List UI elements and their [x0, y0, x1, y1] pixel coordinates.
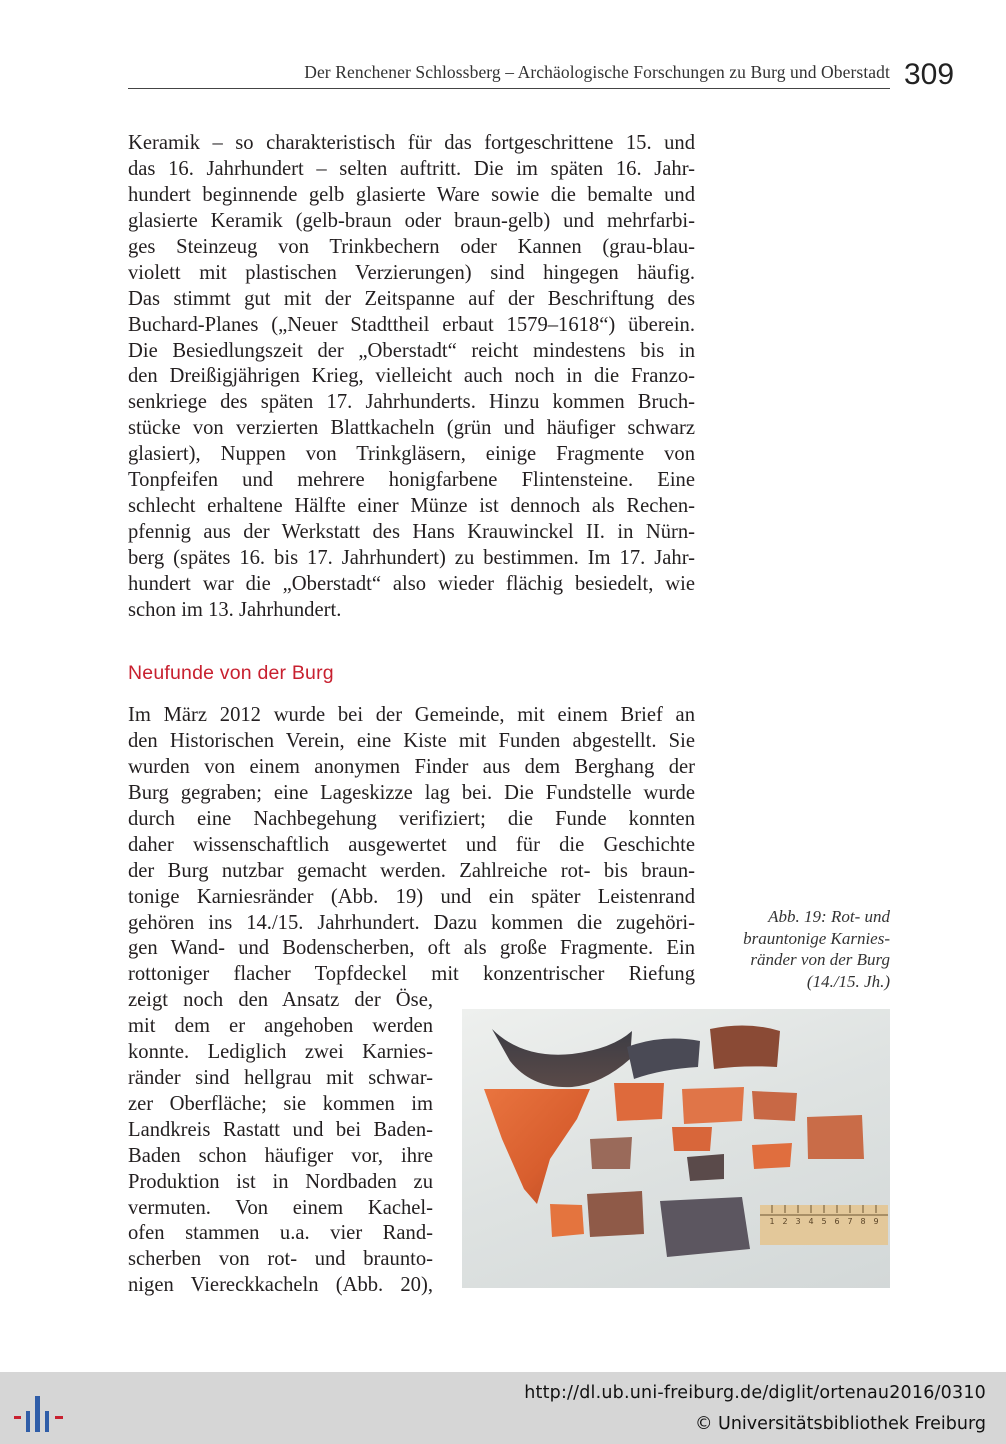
text-line: Buchard-Planes („Neuer Stadttheil erbaut 1579–1618“) überein. [128, 313, 695, 336]
text-line: senkriege des späten 17. Jahrhunderts. Hinzu kommen Bruch- [128, 391, 695, 414]
text-line: nigen Viereckkacheln (Abb. 20), [128, 1274, 433, 1297]
text-line: gehören ins 14./15. Jahrhundert. Dazu kommen die zugehöri- [128, 911, 695, 934]
text-line: der Burg nutzbar gemacht werden. Zahlreiche rot- bis braun- [128, 859, 695, 882]
sherd-orange-2 [682, 1087, 744, 1124]
text-line: zeigt noch den Ansatz der Öse, [128, 989, 433, 1011]
ruler-number: 2 [782, 1217, 788, 1226]
figure-caption [712, 906, 890, 992]
text-line: berg (spätes 16. bis 17. Jahrhundert) zu bestimmen. Im 17. Jahr- [128, 547, 695, 569]
section-heading: Neufunde von der Burg [128, 662, 334, 684]
text-line: Die Besiedlungszeit der „Oberstadt“ reicht mindestens bis in [128, 339, 695, 362]
sherd-orange-5 [752, 1143, 792, 1169]
text-line: durch eine Nachbegehung verifiziert; die Funde konnten [128, 807, 695, 830]
caption-line: ränder von der Burg [750, 950, 890, 969]
text-line: ges Steinzeug von Trinkbechern oder Kannen (grau-blau- [128, 235, 695, 258]
sherd-dark-rim [492, 1029, 632, 1087]
text-line: rottoniger flacher Topfdeckel mit konzentrischer Riefung [128, 963, 695, 986]
text-line: Im März 2012 wurde bei der Gemeinde, mit einem Brief an [128, 704, 695, 726]
text-line: schlecht erhaltene Hälfte einer Münze ist dennoch als Rechen- [128, 495, 695, 518]
caption-line: Abb. 19: Rot- und [768, 907, 890, 926]
text-line: den Dreißigjährigen Krieg, vielleicht auch noch in die Franzo- [128, 365, 695, 388]
sherd-orange-6 [550, 1204, 584, 1237]
sherd-large-wall [484, 1089, 590, 1204]
sherd-orange-3 [752, 1091, 797, 1121]
paragraph-2-wrap [128, 988, 433, 1299]
text-line: scherben von rot- und braunto- [128, 1248, 433, 1271]
caption-line: brauntonige Karnies- [743, 928, 890, 948]
ruler-number: 4 [808, 1217, 814, 1226]
ruler-number: 7 [847, 1217, 853, 1226]
footer-bar [0, 1372, 1006, 1444]
text-line: den Historischen Verein, eine Kiste mit Funden abgestellt. Sie [128, 729, 695, 752]
footer-copyright: © Universitätsbibliothek Freiburg [694, 1414, 986, 1434]
text-line: violett mit plastischen Verzierungen) sind hingegen häufig. [128, 261, 695, 284]
text-line: glasiert), Nuppen von Trinkgläsern, einige Fragmente von [128, 443, 695, 466]
ruler-number: 6 [834, 1217, 840, 1226]
text-line: zer Oberfläche; sie kommen im [128, 1092, 433, 1115]
sherd-grey-rim [627, 1039, 700, 1079]
sherd-dark-small [687, 1154, 724, 1181]
text-line: wurden von einem anonymen Finder aus dem Berghang der [128, 755, 695, 778]
text-line: Produktion ist in Nordbaden zu [128, 1170, 433, 1193]
text-line: vermuten. Von einem Kachel- [128, 1196, 433, 1219]
text-line: glasierte Keramik (gelb-braun oder braun-gelb) und mehrfarbi- [128, 209, 695, 232]
text-line: daher wissenschaftlich ausgewertet und für die Geschichte [128, 833, 695, 856]
ruler-number: 9 [873, 1217, 879, 1226]
text-line: Keramik – so charakteristisch für das fortgeschrittene 15. und [128, 132, 695, 154]
text-line: ofen stammen u.a. vier Rand- [128, 1222, 433, 1245]
text-line: schon im 13. Jahrhundert. [128, 598, 342, 621]
text-line: tonige Karniesränder (Abb. 19) und ein später Leistenrand [128, 885, 695, 908]
text-line: das 16. Jahrhundert – selten auftritt. Die im späten 16. Jahr- [128, 157, 695, 180]
text-line: mit dem er angehoben werden [128, 1014, 433, 1037]
running-head [128, 62, 890, 89]
running-title: Der Renchener Schlossberg – Archäologische Forschungen zu Burg und Oberstadt [304, 62, 890, 82]
text-line: Baden schon häufiger vor, ihre [128, 1144, 433, 1167]
ruler-number: 1 [769, 1217, 775, 1226]
ruler-number: 5 [821, 1217, 827, 1226]
text-line: hundert beginnende gelb glasierte Ware sowie die bemalte und [128, 183, 695, 206]
sherd-small-rim [590, 1137, 632, 1169]
text-line: Tonpfeifen und mehrere honigfarbene Flintensteine. Eine [128, 469, 695, 492]
page-number: 309 [904, 58, 955, 91]
paragraph-1 [128, 131, 695, 624]
sherd-orange-4 [672, 1127, 712, 1151]
pottery-photo [462, 1009, 890, 1288]
caption-line: (14./15. Jh.) [806, 971, 890, 991]
sherd-orange-1 [614, 1083, 664, 1121]
text-line: Landkreis Rastatt und bei Baden- [128, 1118, 433, 1141]
text-line: hundert war die „Oberstadt“ also wieder flächig besiedelt, wie [128, 572, 695, 595]
text-line: gen Wand- und Bodenscherben, oft als große Fragmente. Ein [128, 937, 695, 960]
footer-url-link[interactable]: http://dl.ub.uni-freiburg.de/diglit/ortenau2016/0310 [524, 1383, 986, 1403]
sherd-dark-large [660, 1197, 750, 1257]
ruler-number: 3 [795, 1217, 801, 1226]
text-line: stücke von verzierten Blattkacheln (grün und häufiger schwarz [128, 417, 695, 440]
text-line: ränder sind hellgrau mit schwar- [128, 1066, 433, 1089]
sherd-striped [807, 1115, 864, 1159]
text-line: Burg gegraben; eine Lageskizze lag bei. Die Fundstelle wurde [128, 781, 695, 804]
text-line: pfennig aus der Werkstatt des Hans Krauwinckel II. in Nürn- [128, 521, 695, 544]
sherd-brown-2 [587, 1191, 644, 1237]
ruler-number: 8 [860, 1217, 866, 1226]
text-line: Das stimmt gut mit der Zeitspanne auf der Beschriftung des [128, 287, 695, 310]
text-line: konnte. Lediglich zwei Karnies- [128, 1040, 433, 1063]
ub-freiburg-logo-icon [14, 1386, 64, 1432]
sherd-brown-rim [710, 1025, 780, 1069]
paragraph-2 [128, 703, 695, 988]
